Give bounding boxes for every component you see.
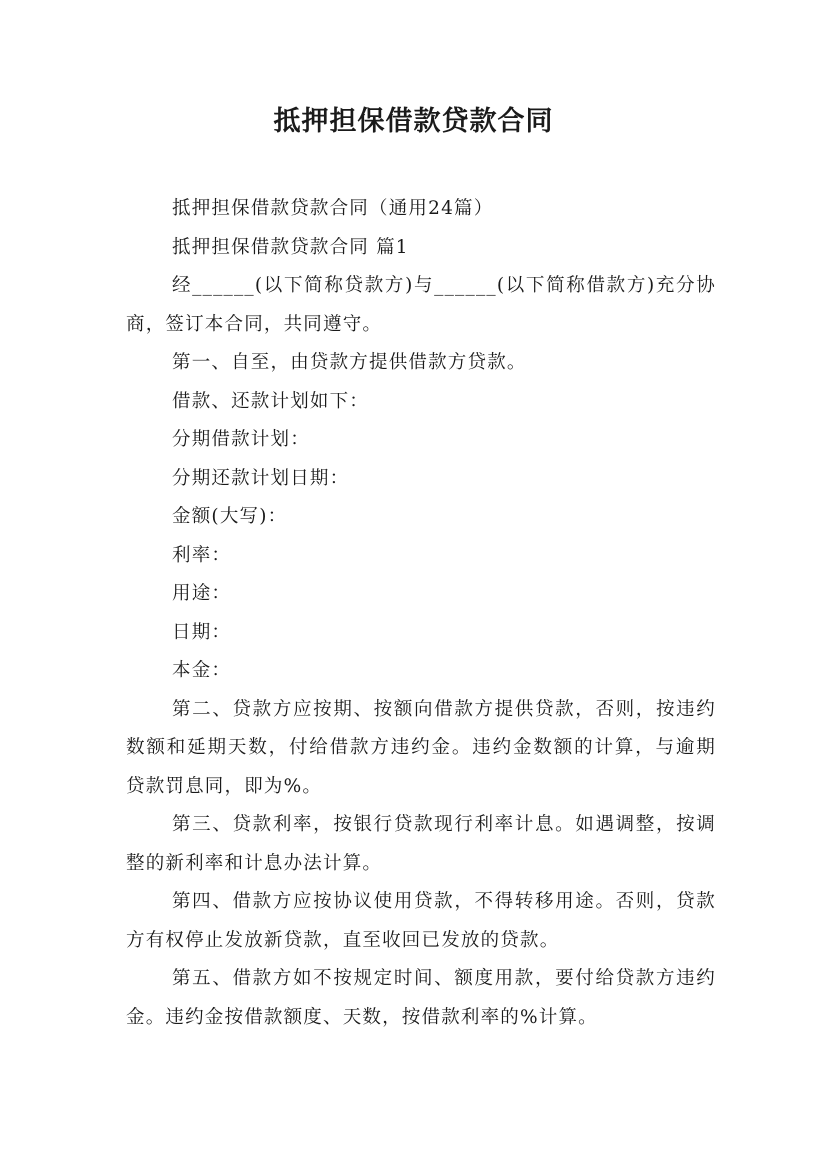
paragraph-plan: 借款、还款计划如下： [172, 390, 370, 412]
paragraph-clause-2: 第二、贷款方应按期、按额向借款方提供贷款，否则，按违约数额和延期天数，付给借款方违约金。违约金数额的计算，与逾期贷款罚息同，即为%。 [126, 698, 716, 797]
document-title: 抵押担保借款贷款合同 [273, 106, 554, 137]
paragraph-purpose: 用途： [172, 583, 232, 604]
paragraph-date: 日期： [172, 621, 232, 643]
paragraph-clause-5: 第五、借款方如不按规定时间、额度用款，要付给贷款方违约金。违约金按借款额度、天数，按借款利率的%计算。 [126, 968, 716, 1028]
document-body [126, 190, 716, 1037]
paragraph-loan-plan: 分期借款计划： [172, 429, 310, 450]
paragraph-clause-1: 第一、自至，由贷款方提供借款方贷款。 [172, 352, 527, 373]
paragraph-rate: 利率： [172, 544, 232, 566]
paragraph-amount: 金额(大写)： [172, 506, 288, 527]
paragraph-principal: 本金： [172, 660, 232, 681]
paragraph-section-heading: 抵押担保借款贷款合同 篇1 [172, 236, 409, 258]
paragraph-parties: 经______(以下简称贷款方)与______(以下简称借款方)充分协商，签订本合同，共同遵守。 [126, 275, 716, 335]
paragraph-repay-date: 分期还款计划日期： [172, 467, 350, 489]
paragraph-subtitle: 抵押担保借款贷款合同（通用24篇） [172, 198, 494, 219]
paragraph-clause-3: 第三、贷款利率，按银行贷款现行利率计息。如遇调整，按调整的新利率和计息办法计算。 [126, 814, 716, 874]
paragraph-clause-4: 第四、借款方应按协议使用贷款，不得转移用途。否则，贷款方有权停止发放新贷款，直至收回已发放的贷款。 [126, 891, 716, 951]
